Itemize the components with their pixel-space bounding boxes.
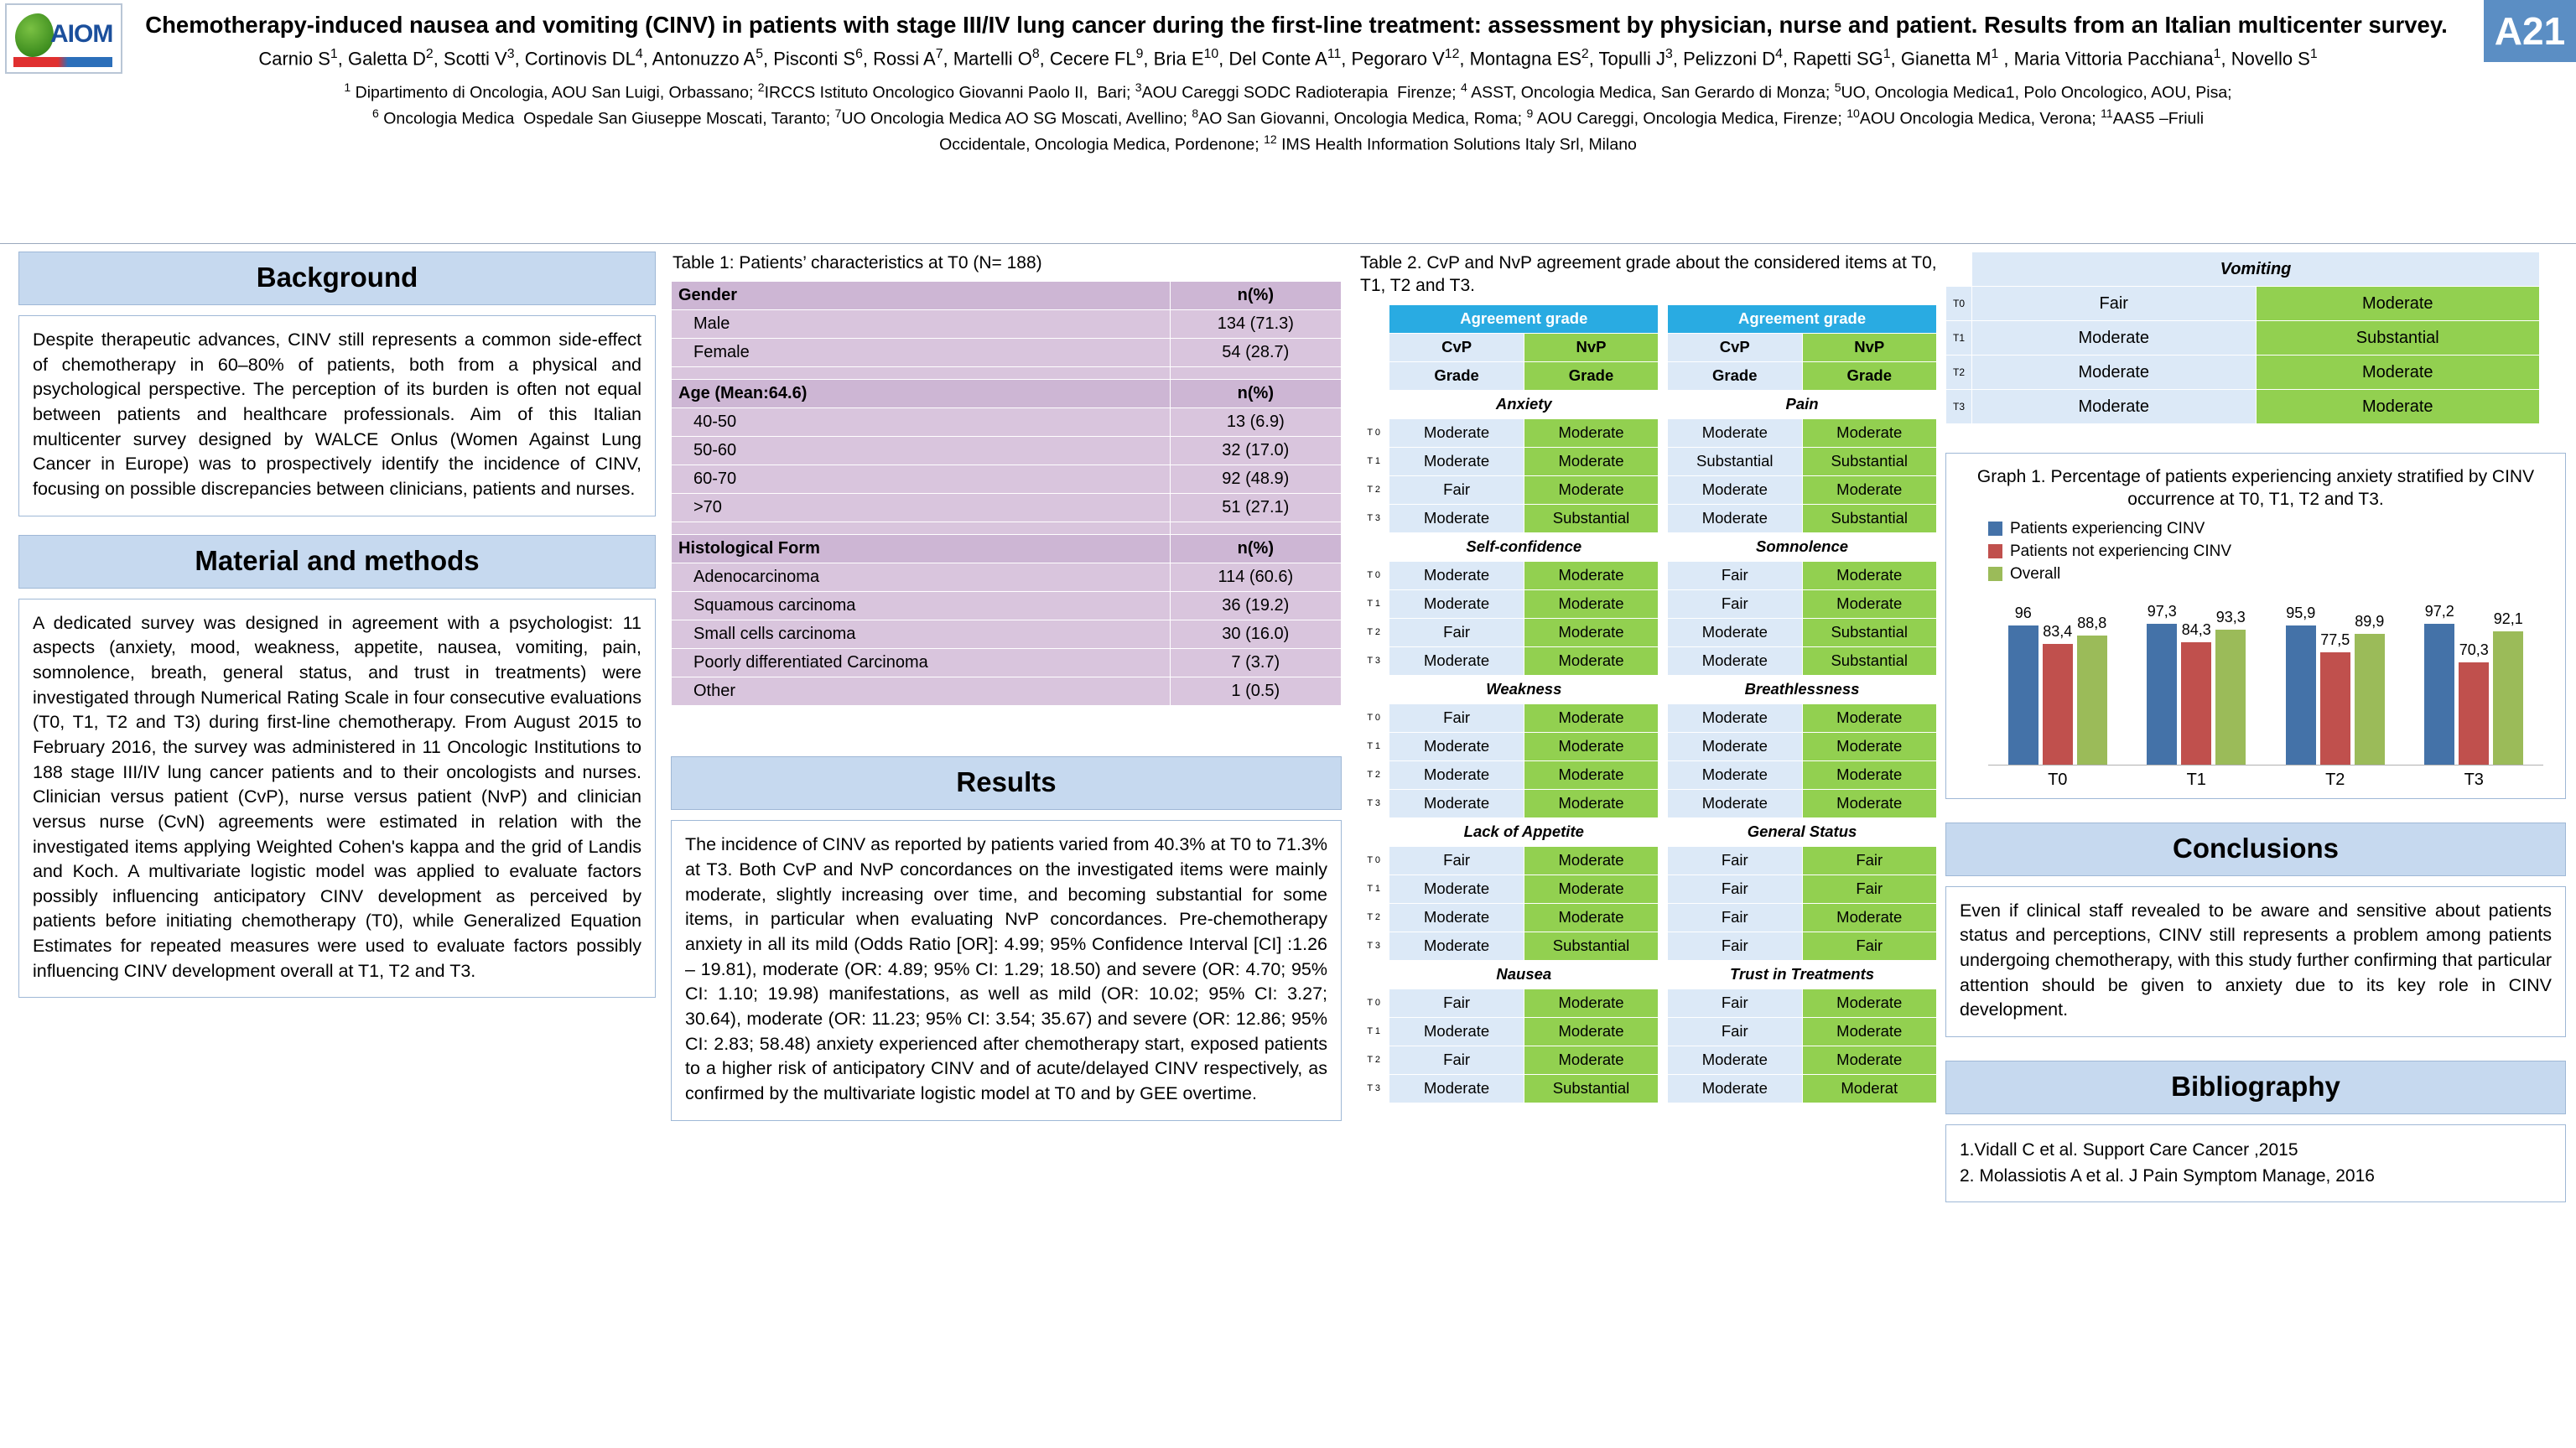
row-label: T 0 <box>1358 561 1389 589</box>
table-row <box>1946 321 2566 356</box>
row-label: T 3 <box>1358 932 1389 960</box>
row-label: T0 <box>1946 287 1972 321</box>
row-label: T 3 <box>1358 646 1389 675</box>
section-title-background: Background <box>18 252 656 305</box>
table-row <box>672 535 1342 563</box>
section-body-bibliography <box>1945 1124 2566 1202</box>
t2-cell: Fair <box>1668 846 1802 875</box>
x-tick-t1: T1 <box>2186 770 2206 789</box>
t1-cell: 134 (71.3) <box>1170 310 1341 339</box>
bar-label: 88,8 <box>2077 615 2107 632</box>
section-body-results <box>671 820 1342 1120</box>
t1-cell: 1 (0.5) <box>1170 677 1341 706</box>
tv-cell: Moderate <box>2256 287 2540 321</box>
table-row <box>672 620 1342 649</box>
bar-label: 92,1 <box>2493 610 2523 627</box>
t2-grade-3: Grade <box>1668 361 1802 390</box>
row-label: T 2 <box>1358 760 1389 789</box>
t1-cell: 13 (6.9) <box>1170 408 1341 437</box>
table-row <box>1358 504 1937 532</box>
t2-cell: Moderate <box>1668 418 1802 447</box>
t2-cell: Moderate <box>1524 589 1658 618</box>
table-row <box>672 563 1342 592</box>
table-row <box>672 494 1342 522</box>
t2-cell: Fair <box>1668 989 1802 1017</box>
t2-cell: Moderate <box>1668 1074 1802 1103</box>
t2-cell: Moderate <box>1389 903 1524 932</box>
table-row <box>1358 418 1937 447</box>
bar-group-t2 <box>2286 589 2385 765</box>
legend-swatch-series-1 <box>1988 522 2002 536</box>
t2-cell: Moderate <box>1802 475 1937 504</box>
bar-t2-cinv <box>2286 604 2316 765</box>
bar-label: 83,4 <box>2043 622 2073 640</box>
t2-cell: Moderate <box>1802 418 1937 447</box>
legend-label-series-3: Overall <box>2010 564 2061 583</box>
table-row <box>672 367 1342 380</box>
t2-cell: Moderate <box>1389 732 1524 760</box>
row-label: T 3 <box>1358 504 1389 532</box>
t1-cell: 51 (27.1) <box>1170 494 1341 522</box>
t2-cell: Substantial <box>1524 1074 1658 1103</box>
t2-cell: Moderate <box>1802 703 1937 732</box>
t2-cell: Moderate <box>1389 447 1524 475</box>
t2-cell: Moderate <box>1668 646 1802 675</box>
row-label: T1 <box>1946 321 1972 356</box>
t2-block-title: Somnolence <box>1668 532 1937 561</box>
t2-grade-2: Grade <box>1524 361 1658 390</box>
tv-cell: Fair <box>1972 287 2257 321</box>
t2-cell: Fair <box>1802 846 1937 875</box>
legend-swatch-series-3 <box>1988 567 2002 581</box>
bibliography-entry-1: 1.Vidall C et al. Support Care Cancer ,2015 <box>1960 1139 2298 1160</box>
t2-block-title: General Status <box>1668 817 1937 846</box>
t2-block-title: Self-confidence <box>1389 532 1659 561</box>
t1-cell: 7 (3.7) <box>1170 649 1341 677</box>
t2-cell: Moderate <box>1524 1046 1658 1074</box>
t2-block-title: Weakness <box>1389 675 1659 703</box>
table-row <box>1358 447 1937 475</box>
t2-cell: Moderate <box>1389 1017 1524 1046</box>
table-row <box>1358 760 1937 789</box>
t2-cell: Moderate <box>1802 1046 1937 1074</box>
table-row <box>1946 252 2566 287</box>
x-tick-t2: T2 <box>2325 770 2345 789</box>
t2-cell: Moderate <box>1389 561 1524 589</box>
column-midleft <box>671 252 1342 1121</box>
row-label: T 3 <box>1358 789 1389 817</box>
row-label: T 0 <box>1358 703 1389 732</box>
bar-label: 97,3 <box>2147 602 2177 620</box>
t2-cell: Moderate <box>1524 732 1658 760</box>
t1-h-gender: Gender <box>672 282 1171 310</box>
section-body-methods <box>18 599 656 999</box>
bar-label: 96 <box>2014 604 2032 621</box>
tv-cell: Moderate <box>2256 356 2540 390</box>
t2-cell: Moderate <box>1524 703 1658 732</box>
t2-grade-4: Grade <box>1802 361 1937 390</box>
t2-cell: Moderate <box>1802 589 1937 618</box>
t2-cell: Moderate <box>1802 1017 1937 1046</box>
bar-label: 77,5 <box>2320 631 2350 648</box>
results-text: The incidence of CINV as reported by patients varied from 40.3% at T0 to 71.3% at T3. Both CvP and NvP concordances on the investigated items were mainly moderate, slightly increasing over time, and becoming substantial for some items, in particular when evaluating NvP concordances. Pre-chemotherapy anxiety in all its mild (Odds Ratio [OR]: 4.99; 95% Confidence Interval [CI] :1.26 – 19.81), moderate (OR: 4.89; 95% CI: 1.29; 18.50) and severe (OR: 4.70; 95% CI: 1.10; 19.98) manifestations, as well as mild (OR: 10.02; 95% CI: 3.27; 30.64), moderate (OR: 11.23; 95% CI: 3.54; 35.67) and severe (OR: 12.86; 95% CI: 2.83; 58.48) anxiety experienced after chemotherapy start, exposed patients to a higher risk of anticipatory CINV and of acute/delayed CINV respectively, as confirmed by the multivariate logistic model at T0 and by GEE overtime. <box>685 834 1327 1103</box>
t2-cell: Moderate <box>1389 589 1524 618</box>
t2-cell: Moderate <box>1524 846 1658 875</box>
t2-cell: Moderate <box>1389 646 1524 675</box>
t1-cell: Squamous carcinoma <box>672 592 1171 620</box>
bar-label: 93,3 <box>2215 608 2246 625</box>
t2-band-right: Agreement grade <box>1668 304 1937 333</box>
table-row <box>1358 475 1937 504</box>
bar-t1-cinv <box>2147 602 2177 765</box>
anxiety-chart <box>1945 453 2566 799</box>
row-label: T 3 <box>1358 1074 1389 1103</box>
row-label: T 1 <box>1358 447 1389 475</box>
bar-group-t3 <box>2424 589 2523 765</box>
aiom-logo <box>5 3 122 74</box>
t1-cell: 50-60 <box>672 437 1171 465</box>
t1-cell: 32 (17.0) <box>1170 437 1341 465</box>
chart-title: Graph 1. Percentage of patients experiencing anxiety stratified by CINV occurrence at T0, T1, T2 and T3. <box>1976 467 2535 510</box>
t1-cell: 30 (16.0) <box>1170 620 1341 649</box>
table-row <box>672 282 1342 310</box>
t1-cell: 40-50 <box>672 408 1171 437</box>
row-label: T 0 <box>1358 989 1389 1017</box>
section-body-conclusions <box>1945 886 2566 1037</box>
patients-characteristics-table <box>671 281 1342 706</box>
t2-cell: Substantial <box>1802 618 1937 646</box>
page-title: Chemotherapy-induced nausea and vomiting (CINV) in patients with stage III/IV lung cancer during the first-line treatment: assessment by physician, nurse and patient. Results from an Italian multicenter survey. <box>145 12 2448 38</box>
t1-cell: 36 (19.2) <box>1170 592 1341 620</box>
t2-cell: Moderate <box>1524 789 1658 817</box>
t2-cell: Moderate <box>1389 875 1524 903</box>
t2-cell: Substantial <box>1802 646 1937 675</box>
t2-cell: Moderate <box>1524 618 1658 646</box>
t1-h-histo: Histological Form <box>672 535 1171 563</box>
row-label: T 2 <box>1358 1046 1389 1074</box>
table-row <box>1358 703 1937 732</box>
table-row <box>672 677 1342 706</box>
t2-cell: Moderate <box>1802 760 1937 789</box>
t2-sub-nvp-left: NvP <box>1524 333 1658 361</box>
bar-group-t0 <box>2008 589 2107 765</box>
table-row <box>1358 675 1937 703</box>
x-tick-t0: T0 <box>2048 770 2068 789</box>
column-left <box>18 252 656 998</box>
column-midright <box>1358 252 1937 1103</box>
table-row <box>1358 960 1937 989</box>
table-row <box>1946 287 2566 321</box>
t2-cell: Substantial <box>1524 932 1658 960</box>
t2-cell: Fair <box>1668 875 1802 903</box>
tv-cell: Moderate <box>2256 390 2540 424</box>
t1-h-histo-n: n(%) <box>1170 535 1341 563</box>
t2-cell: Moderate <box>1668 1046 1802 1074</box>
t2-cell: Moderate <box>1668 475 1802 504</box>
legend-label-series-1: Patients experiencing CINV <box>2010 519 2205 537</box>
legend-item <box>1988 520 2552 538</box>
spacer <box>1945 1037 2566 1061</box>
agreement-grade-table <box>1358 304 1937 1103</box>
bar-t0-nocinv <box>2043 622 2073 765</box>
table-row <box>1358 932 1937 960</box>
affiliation-list: $^1$ Dipartimento di Oncologia, AOU San Luigi, Orbassano; $^2$IRCCS Istituto Oncologico Giovanni Paolo II, Bari; $^3$AOU Careggi SODC Radioterapia Firenze; $^4$ ASST, Oncologia Medica, San Gerardo di Monza; $^5$UO, Oncologia Medica1, Polo Oncologico, AOU, Pisa; $^6$ Oncologia Medica Ospedale San Giuseppe Moscati, Taranto; $^7$UO Oncologia Medica AO SG Moscati, Avellino; $^8$AO San Giovanni, Oncologia Medica, Roma; $^9$ AOU Careggi, Oncologia Medica, Firenze; $^{10}$AOU Oncologia Medica, Verona; $^{11}$AAS5 –Friuli Occidentale, Oncologia Medica, Pordenone; $^{12}$ IMS Health Information Solutions Italy Srl, Milano <box>344 80 2232 154</box>
table-row <box>1358 561 1937 589</box>
t1-cell: >70 <box>672 494 1171 522</box>
section-title-methods: Material and methods <box>18 535 656 589</box>
t2-cell: Substantial <box>1524 504 1658 532</box>
t2-cell: Moderate <box>1389 1074 1524 1103</box>
row-label: T 0 <box>1358 418 1389 447</box>
methods-text: A dedicated survey was designed in agreement with a psychologist: 11 aspects (anxiety, mood, weakness, appetite, nausea, vomiting, pain, somnolence, breath, general status, and trust in treatments) were investigated through Numerical Rating Scale in four consecutive evaluations (T0, T1, T2 and T3) during first-line chemotherapy. From August 2015 to February 2016, the survey was administered in 11 Oncologic Institutions to 188 stage III/IV lung cancer patients and to their oncologists and nurses. Clinician versus patient (CvP), nurse versus patient (NvP) and clinician versus nurse (CvN) agreements were estimated in relation with the investigated items applying Weighted Cohen's kappa and the grid of Landis and Koch. A multivariate logistic model was applied to evaluate factors possibly influencing anticipatory CINV development as perceived by patients before initiating chemotherapy (T0), while Generalized Equation Estimates for repeated measures were used to evaluate factors possibly influencing CINV development overall at T1, T2 and T3. <box>33 612 641 981</box>
t1-h-age: Age (Mean:64.6) <box>672 380 1171 408</box>
bar-label: 84,3 <box>2181 621 2211 639</box>
table-row <box>672 408 1342 437</box>
bar-groups <box>1988 589 2543 765</box>
tv-cell: Moderate <box>1972 390 2257 424</box>
t2-cell: Moderate <box>1389 932 1524 960</box>
leaf-icon <box>15 13 54 57</box>
bar-t0-cinv <box>2008 604 2038 765</box>
table-row <box>672 437 1342 465</box>
t1-cell: Female <box>672 339 1171 367</box>
table-row <box>1358 846 1937 875</box>
t2-cell: Moderate <box>1389 504 1524 532</box>
chart-x-axis <box>1988 771 2543 790</box>
abstract-code-badge: A21 <box>2484 0 2576 62</box>
section-title-bibliography: Bibliography <box>1945 1061 2566 1114</box>
spacer <box>1945 424 2566 453</box>
t2-cell: Moderate <box>1524 760 1658 789</box>
table-row <box>1358 817 1937 846</box>
background-text: Despite therapeutic advances, CINV still represents a common side-effect of chemotherapy in 60–80% of patients, both from a physical and psychological perspective. The perception of its burden is often not equal between patients and healthcare professionals. Aim of this Italian multicenter survey designed by WALCE Onlus (Women Against Lung Cancer in Europe) was to prospectively identify the incidence of CINV, focusing on possible discrepancies between clinicians, patients and nurses. <box>33 330 641 499</box>
bibliography-entry-2: 2. Molassiotis A et al. J Pain Symptom Manage, 2016 <box>1960 1166 2375 1186</box>
bar-group-t1 <box>2147 589 2246 765</box>
row-label: T 2 <box>1358 903 1389 932</box>
t2-cell: Substantial <box>1802 447 1937 475</box>
t2-band-left: Agreement grade <box>1389 304 1659 333</box>
t1-cell: Adenocarcinoma <box>672 563 1171 592</box>
table-row <box>1358 361 1937 390</box>
row-label: T 1 <box>1358 875 1389 903</box>
tv-cell: Moderate <box>1972 321 2257 356</box>
t2-cell: Fair <box>1389 618 1524 646</box>
t2-block-title: Anxiety <box>1389 390 1659 418</box>
bar-label: 70,3 <box>2459 641 2489 659</box>
legend-item <box>1988 565 2552 584</box>
t2-cell: Moderate <box>1524 903 1658 932</box>
t2-cell: Fair <box>1668 1017 1802 1046</box>
t2-sub-cvp-left: CvP <box>1389 333 1524 361</box>
t2-block-title: Trust in Treatments <box>1668 960 1937 989</box>
t2-cell: Fair <box>1389 703 1524 732</box>
table-row <box>672 380 1342 408</box>
table-row <box>1358 618 1937 646</box>
table-row <box>1358 390 1937 418</box>
t1-cell: Small cells carcinoma <box>672 620 1171 649</box>
t2-cell: Fair <box>1389 846 1524 875</box>
section-title-conclusions: Conclusions <box>1945 823 2566 876</box>
t2-cell: Substantial <box>1668 447 1802 475</box>
tv-cell: Moderate <box>1972 356 2257 390</box>
logo-bar <box>13 57 112 67</box>
x-tick-t3: T3 <box>2464 770 2484 789</box>
row-label: T 1 <box>1358 1017 1389 1046</box>
table-row <box>1358 732 1937 760</box>
row-label: T 2 <box>1358 475 1389 504</box>
bar-t1-nocinv <box>2181 621 2211 765</box>
poster-header <box>0 0 2576 244</box>
t2-cell: Moderate <box>1802 789 1937 817</box>
table1-caption: Table 1: Patients’ characteristics at T0 (N= 188) <box>673 253 1042 272</box>
table-row <box>1358 875 1937 903</box>
t2-cell: Fair <box>1389 475 1524 504</box>
vomiting-title: Vomiting <box>1972 252 2540 287</box>
row-label: T 2 <box>1358 618 1389 646</box>
row-label: T 0 <box>1358 846 1389 875</box>
t2-cell: Moderate <box>1524 875 1658 903</box>
t2-grade-1: Grade <box>1389 361 1524 390</box>
table-row <box>1358 589 1937 618</box>
table-row <box>1358 532 1937 561</box>
t2-sub-nvp-right: NvP <box>1802 333 1937 361</box>
table-row <box>672 592 1342 620</box>
section-title-results: Results <box>671 756 1342 810</box>
t1-cell: Male <box>672 310 1171 339</box>
bar-t2-overall <box>2355 613 2385 764</box>
t2-cell: Moderate <box>1668 732 1802 760</box>
bar-t3-overall <box>2493 610 2523 765</box>
t2-cell: Moderate <box>1389 789 1524 817</box>
t1-cell: 60-70 <box>672 465 1171 494</box>
t2-cell: Moderate <box>1389 760 1524 789</box>
table-row <box>1358 304 1937 333</box>
t2-cell: Fair <box>1802 875 1937 903</box>
t2-cell: Fair <box>1389 1046 1524 1074</box>
t1-cell: Poorly differentiated Carcinoma <box>672 649 1171 677</box>
t2-cell: Fair <box>1668 903 1802 932</box>
conclusions-text: Even if clinical staff revealed to be aware and sensitive about patients status and perceptions, CINV still represents a problem among patients undergoing chemotherapy, with this study further confirming that particular attention should be given to anxiety due to its key role in CINV development. <box>1960 900 2552 1020</box>
t2-cell: Fair <box>1668 561 1802 589</box>
t2-cell: Moderate <box>1668 703 1802 732</box>
t2-cell: Moderate <box>1524 1017 1658 1046</box>
table-row <box>1358 1074 1937 1103</box>
table-row <box>1358 1017 1937 1046</box>
t2-cell: Moderate <box>1668 504 1802 532</box>
t2-cell: Moderate <box>1802 561 1937 589</box>
t2-cell: Fair <box>1802 932 1937 960</box>
t1-h-age-n: n(%) <box>1170 380 1341 408</box>
bar-t2-nocinv <box>2320 631 2350 765</box>
chart-legend <box>1988 520 2552 584</box>
row-label: T 1 <box>1358 589 1389 618</box>
t2-cell: Moderate <box>1524 561 1658 589</box>
t2-cell: Moderate <box>1802 989 1937 1017</box>
t2-cell: Moderate <box>1668 760 1802 789</box>
t1-cell: 92 (48.9) <box>1170 465 1341 494</box>
t2-block-title: Pain <box>1668 390 1937 418</box>
t2-cell: Fair <box>1668 932 1802 960</box>
column-right <box>1945 252 2566 1202</box>
spacer <box>1945 799 2566 823</box>
bar-t0-overall <box>2077 615 2107 764</box>
t2-cell: Moderate <box>1802 732 1937 760</box>
legend-swatch-series-2 <box>1988 544 2002 558</box>
table-row <box>1358 333 1937 361</box>
t2-sub-cvp-right: CvP <box>1668 333 1802 361</box>
t2-cell: Moderate <box>1524 989 1658 1017</box>
table-row <box>672 649 1342 677</box>
tv-cell: Substantial <box>2256 321 2540 356</box>
t2-cell: Moderate <box>1524 646 1658 675</box>
table-row <box>672 310 1342 339</box>
table-row <box>672 522 1342 535</box>
poster-columns <box>0 252 2576 1448</box>
bar-label: 95,9 <box>2286 604 2316 621</box>
t2-cell: Moderate <box>1802 903 1937 932</box>
spacer <box>18 516 656 535</box>
table-row <box>1358 1046 1937 1074</box>
t2-block-title: Lack of Appetite <box>1389 817 1659 846</box>
t2-cell: Moderate <box>1668 618 1802 646</box>
bar-t3-cinv <box>2424 602 2454 765</box>
table-row <box>672 465 1342 494</box>
row-label: T2 <box>1946 356 1972 390</box>
t2-cell: Moderate <box>1524 447 1658 475</box>
t1-cell: Other <box>672 677 1171 706</box>
t1-cell: 54 (28.7) <box>1170 339 1341 367</box>
table-row <box>1358 903 1937 932</box>
t2-block-title: Breathlessness <box>1668 675 1937 703</box>
legend-item <box>1988 542 2552 561</box>
t2-cell: Substantial <box>1802 504 1937 532</box>
logo-label: AIOM <box>50 20 113 48</box>
bar-t1-overall <box>2215 608 2246 765</box>
t2-cell: Moderate <box>1389 418 1524 447</box>
section-body-background <box>18 315 656 516</box>
spacer <box>671 706 1342 756</box>
t2-cell: Moderate <box>1524 418 1658 447</box>
table-row <box>1358 789 1937 817</box>
t2-cell: Fair <box>1668 589 1802 618</box>
bar-t3-nocinv <box>2459 641 2489 764</box>
t2-cell: Moderate <box>1668 789 1802 817</box>
bar-label: 89,9 <box>2355 613 2385 631</box>
table-row <box>1358 989 1937 1017</box>
legend-label-series-2: Patients not experiencing CINV <box>2010 542 2232 560</box>
table-row <box>672 339 1342 367</box>
t2-cell: Fair <box>1389 989 1524 1017</box>
bar-label: 97,2 <box>2424 602 2454 620</box>
row-label: T 1 <box>1358 732 1389 760</box>
t1-cell: 114 (60.6) <box>1170 563 1341 592</box>
table-row <box>1358 646 1937 675</box>
vomiting-agreement-table <box>1945 252 2566 424</box>
chart-plot-area <box>1988 589 2543 766</box>
t2-cell: Moderate <box>1524 475 1658 504</box>
author-list: Carnio $S^1$, Galetta $D^2$, Scotti $V^3$, Cortinovis $DL^4$, Antonuzzo $A^5$, Pisconti $S^6$, Rossi $A^7$, Martelli $O^8$, Cecere $FL^9$, Bria $E^{10}$, Del Conte $A^{11}$, Pegoraro $V^{12}$, Montagna $ES^2$, Topulli $J^3$, Pelizzoni $D^4$, Rapetti $SG^1$, Gianetta $M^1$ , Maria Vittoria Pacchiana$^1$, Novello $S^1$ <box>258 47 2318 70</box>
t2-cell: Moderat <box>1802 1074 1937 1103</box>
table-row <box>1946 390 2566 424</box>
t1-h-gender-n: n(%) <box>1170 282 1341 310</box>
table-row <box>1946 356 2566 390</box>
t2-block-title: Nausea <box>1389 960 1659 989</box>
table2-caption: Table 2. CvP and NvP agreement grade about the considered items at T0, T1, T2 and T3. <box>1360 253 1937 296</box>
row-label: T3 <box>1946 390 1972 424</box>
